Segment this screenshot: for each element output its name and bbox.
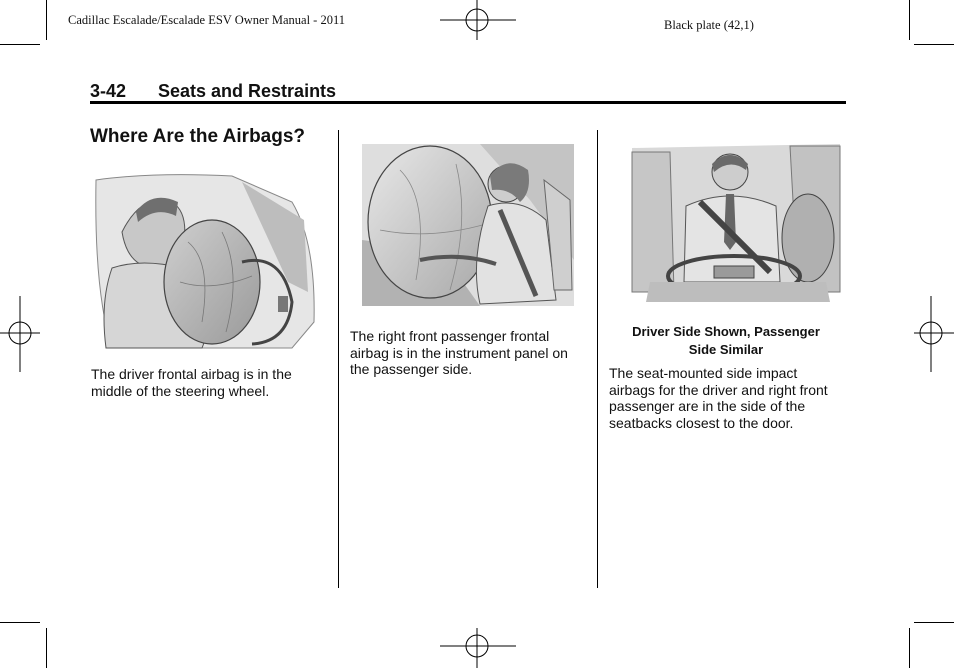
figure-caption	[609, 323, 843, 359]
column-2-text	[350, 328, 590, 378]
page-heading: Where Are the Airbags?	[90, 126, 306, 147]
text-line: middle of the steering wheel.	[91, 382, 270, 399]
crop-mark	[46, 0, 47, 40]
section-rule	[90, 101, 846, 104]
registration-mark-left	[0, 296, 44, 372]
crop-mark	[914, 44, 954, 45]
caption-line: Side Similar	[688, 342, 764, 357]
crop-mark	[46, 628, 47, 668]
caption-line: Driver Side Shown, Passenger	[632, 324, 820, 339]
text-line: seatbacks closest to the door.	[609, 414, 794, 431]
crop-mark	[909, 628, 910, 668]
driver-airbag-illustration	[92, 172, 318, 352]
crop-mark	[0, 44, 40, 45]
section-title: Seats and Restraints	[158, 81, 337, 101]
column-3-text	[609, 365, 849, 431]
registration-mark-bottom	[440, 626, 516, 668]
text-line: airbags for the driver and right front	[609, 381, 828, 398]
page-number: 3-42	[90, 81, 127, 101]
column-divider	[597, 130, 598, 588]
plate-label: Black plate (42,1)	[664, 18, 754, 32]
crop-mark	[914, 622, 954, 623]
text-line: The right front passenger frontal	[350, 328, 550, 344]
manual-title: Cadillac Escalade/Escalade ESV Owner Manual - 2011	[68, 13, 345, 27]
crop-mark	[909, 0, 910, 40]
text-line: The seat-mounted side impact	[609, 365, 798, 381]
registration-mark-right	[910, 296, 954, 372]
column-divider	[338, 130, 339, 588]
crop-mark	[0, 622, 40, 623]
text-line: airbag is in the instrument panel on	[350, 344, 568, 361]
text-line: the passenger side.	[350, 361, 473, 377]
passenger-airbag-illustration	[360, 140, 576, 308]
column-1-text	[91, 366, 331, 399]
text-line: passenger are in the side of the	[609, 398, 806, 414]
text-line: The driver frontal airbag is in the	[91, 366, 292, 382]
registration-mark-top	[440, 0, 516, 44]
side-airbag-illustration	[630, 142, 842, 304]
